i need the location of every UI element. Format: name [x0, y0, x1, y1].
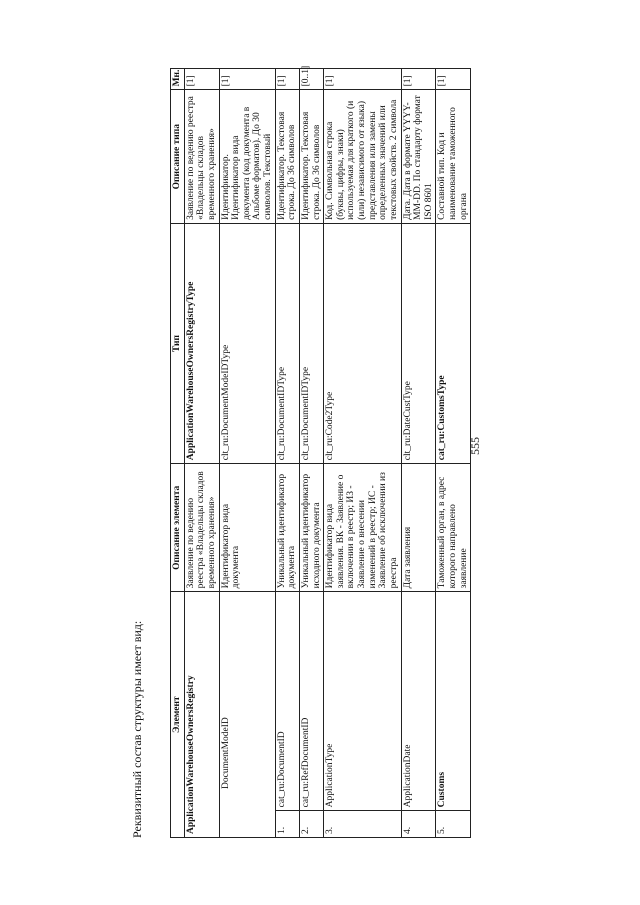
element-cell: ApplicationDate: [401, 592, 436, 811]
row-number-cell: 3.: [324, 811, 401, 838]
table-header-row: [171, 69, 185, 838]
element-cell: Customs: [436, 592, 471, 811]
header-type-desc: Описание типа: [171, 90, 185, 224]
element-desc-cell: Уникальный идентификатор документа: [275, 464, 299, 592]
element-cell: ApplicationType: [324, 592, 401, 811]
header-mult: Мн.: [171, 69, 185, 90]
type-desc-cell: Идентификатор. Текстовая строка. До 36 символов: [275, 90, 299, 224]
mult-cell: [1]: [436, 69, 471, 90]
row-number-cell: 4.: [401, 811, 436, 838]
type-desc-cell: Идентификатор. Идентификатор вида документа (код документа в Альбоме форматов). До 30 символов. Текстовый: [219, 90, 275, 224]
mult-cell: [1]: [324, 69, 401, 90]
header-element-desc: Описание элемента: [171, 464, 185, 592]
type-desc-cell: Составной тип. Код и наименование таможенного органа: [436, 90, 471, 224]
type-cell: clt_ru:DocumentIDType: [299, 223, 323, 463]
page-number: 555: [468, 437, 482, 455]
table-row: [401, 69, 436, 838]
type-desc-cell: Идентификатор. Текстовая строка. До 36 символов: [299, 90, 323, 224]
element-desc-cell: Дата заявления: [401, 464, 436, 592]
requisites-table: [170, 65, 471, 838]
row-number-cell: 5.: [436, 811, 471, 838]
table-row: [184, 69, 219, 838]
type-desc-cell: Код. Символьная строка (буквы, цифры, знаки) используемая для краткого (и (или) независимого от языка) представления или замены определенных значений или текстовых свойств. 2 символа: [324, 90, 401, 224]
mult-cell: [1]: [219, 69, 275, 90]
mult-cell: [1]: [401, 69, 436, 90]
table-row: [324, 69, 401, 838]
type-cell: cat_ru:CustomsType: [436, 223, 471, 463]
table-row: [219, 69, 275, 838]
element-cell: ApplicationWarehouseOwnersRegistry: [184, 592, 219, 838]
table-row: [436, 69, 471, 838]
table-row: [275, 69, 299, 838]
type-desc-cell: Заявление по ведению реестра «Владельцы складов временного хранения»: [184, 90, 219, 224]
row-number-cell: 1.: [275, 811, 299, 838]
type-cell: ApplicationWarehouseOwnersRegistryType: [184, 223, 219, 463]
table-row: [299, 69, 323, 838]
element-desc-cell: Уникальный идентификатор исходного документа: [299, 464, 323, 592]
type-cell: clt_ru:DocumentIDType: [275, 223, 299, 463]
header-element: Элемент: [171, 592, 185, 838]
element-desc-cell: Заявление по ведению реестра «Владельцы складов временного хранения»: [184, 464, 219, 592]
mult-cell: [0..1]: [299, 69, 323, 90]
type-cell: clt_ru:DocumentModeIDType: [219, 223, 275, 463]
row-number-cell: 2.: [299, 811, 323, 838]
element-cell: cat_ru:RefDocumentID: [299, 592, 323, 811]
element-desc-cell: Идентификатор вида заявления. ВК - Заявление о включении в реестр; ИЗ - Заявление о внесении изменений в реестр; ИС - Заявление об исключении из реестра: [324, 464, 401, 592]
element-desc-cell: Идентификатор вида документа: [219, 464, 275, 592]
mult-cell: [1]: [184, 69, 219, 90]
mult-cell: [1]: [275, 69, 299, 90]
table-body: [184, 65, 471, 838]
type-desc-cell: Дата. Дата в формате YYYY-MM-DD. По стандарту формат ISO 8601: [401, 90, 436, 224]
intro-text: Реквизитный состав структуры имеет вид:: [130, 620, 144, 838]
type-cell: clt_ru:DateCustType: [401, 223, 436, 463]
element-desc-cell: Таможенный орган, в адрес которого направлено заявление: [436, 464, 471, 592]
element-cell: cat_ru:DocumentID: [275, 592, 299, 811]
type-cell: clt_ru:Code2Type: [324, 223, 401, 463]
rotated-page-content: [130, 65, 620, 838]
header-type: Тип: [171, 223, 185, 463]
element-cell: DocumentModeID: [219, 592, 275, 838]
